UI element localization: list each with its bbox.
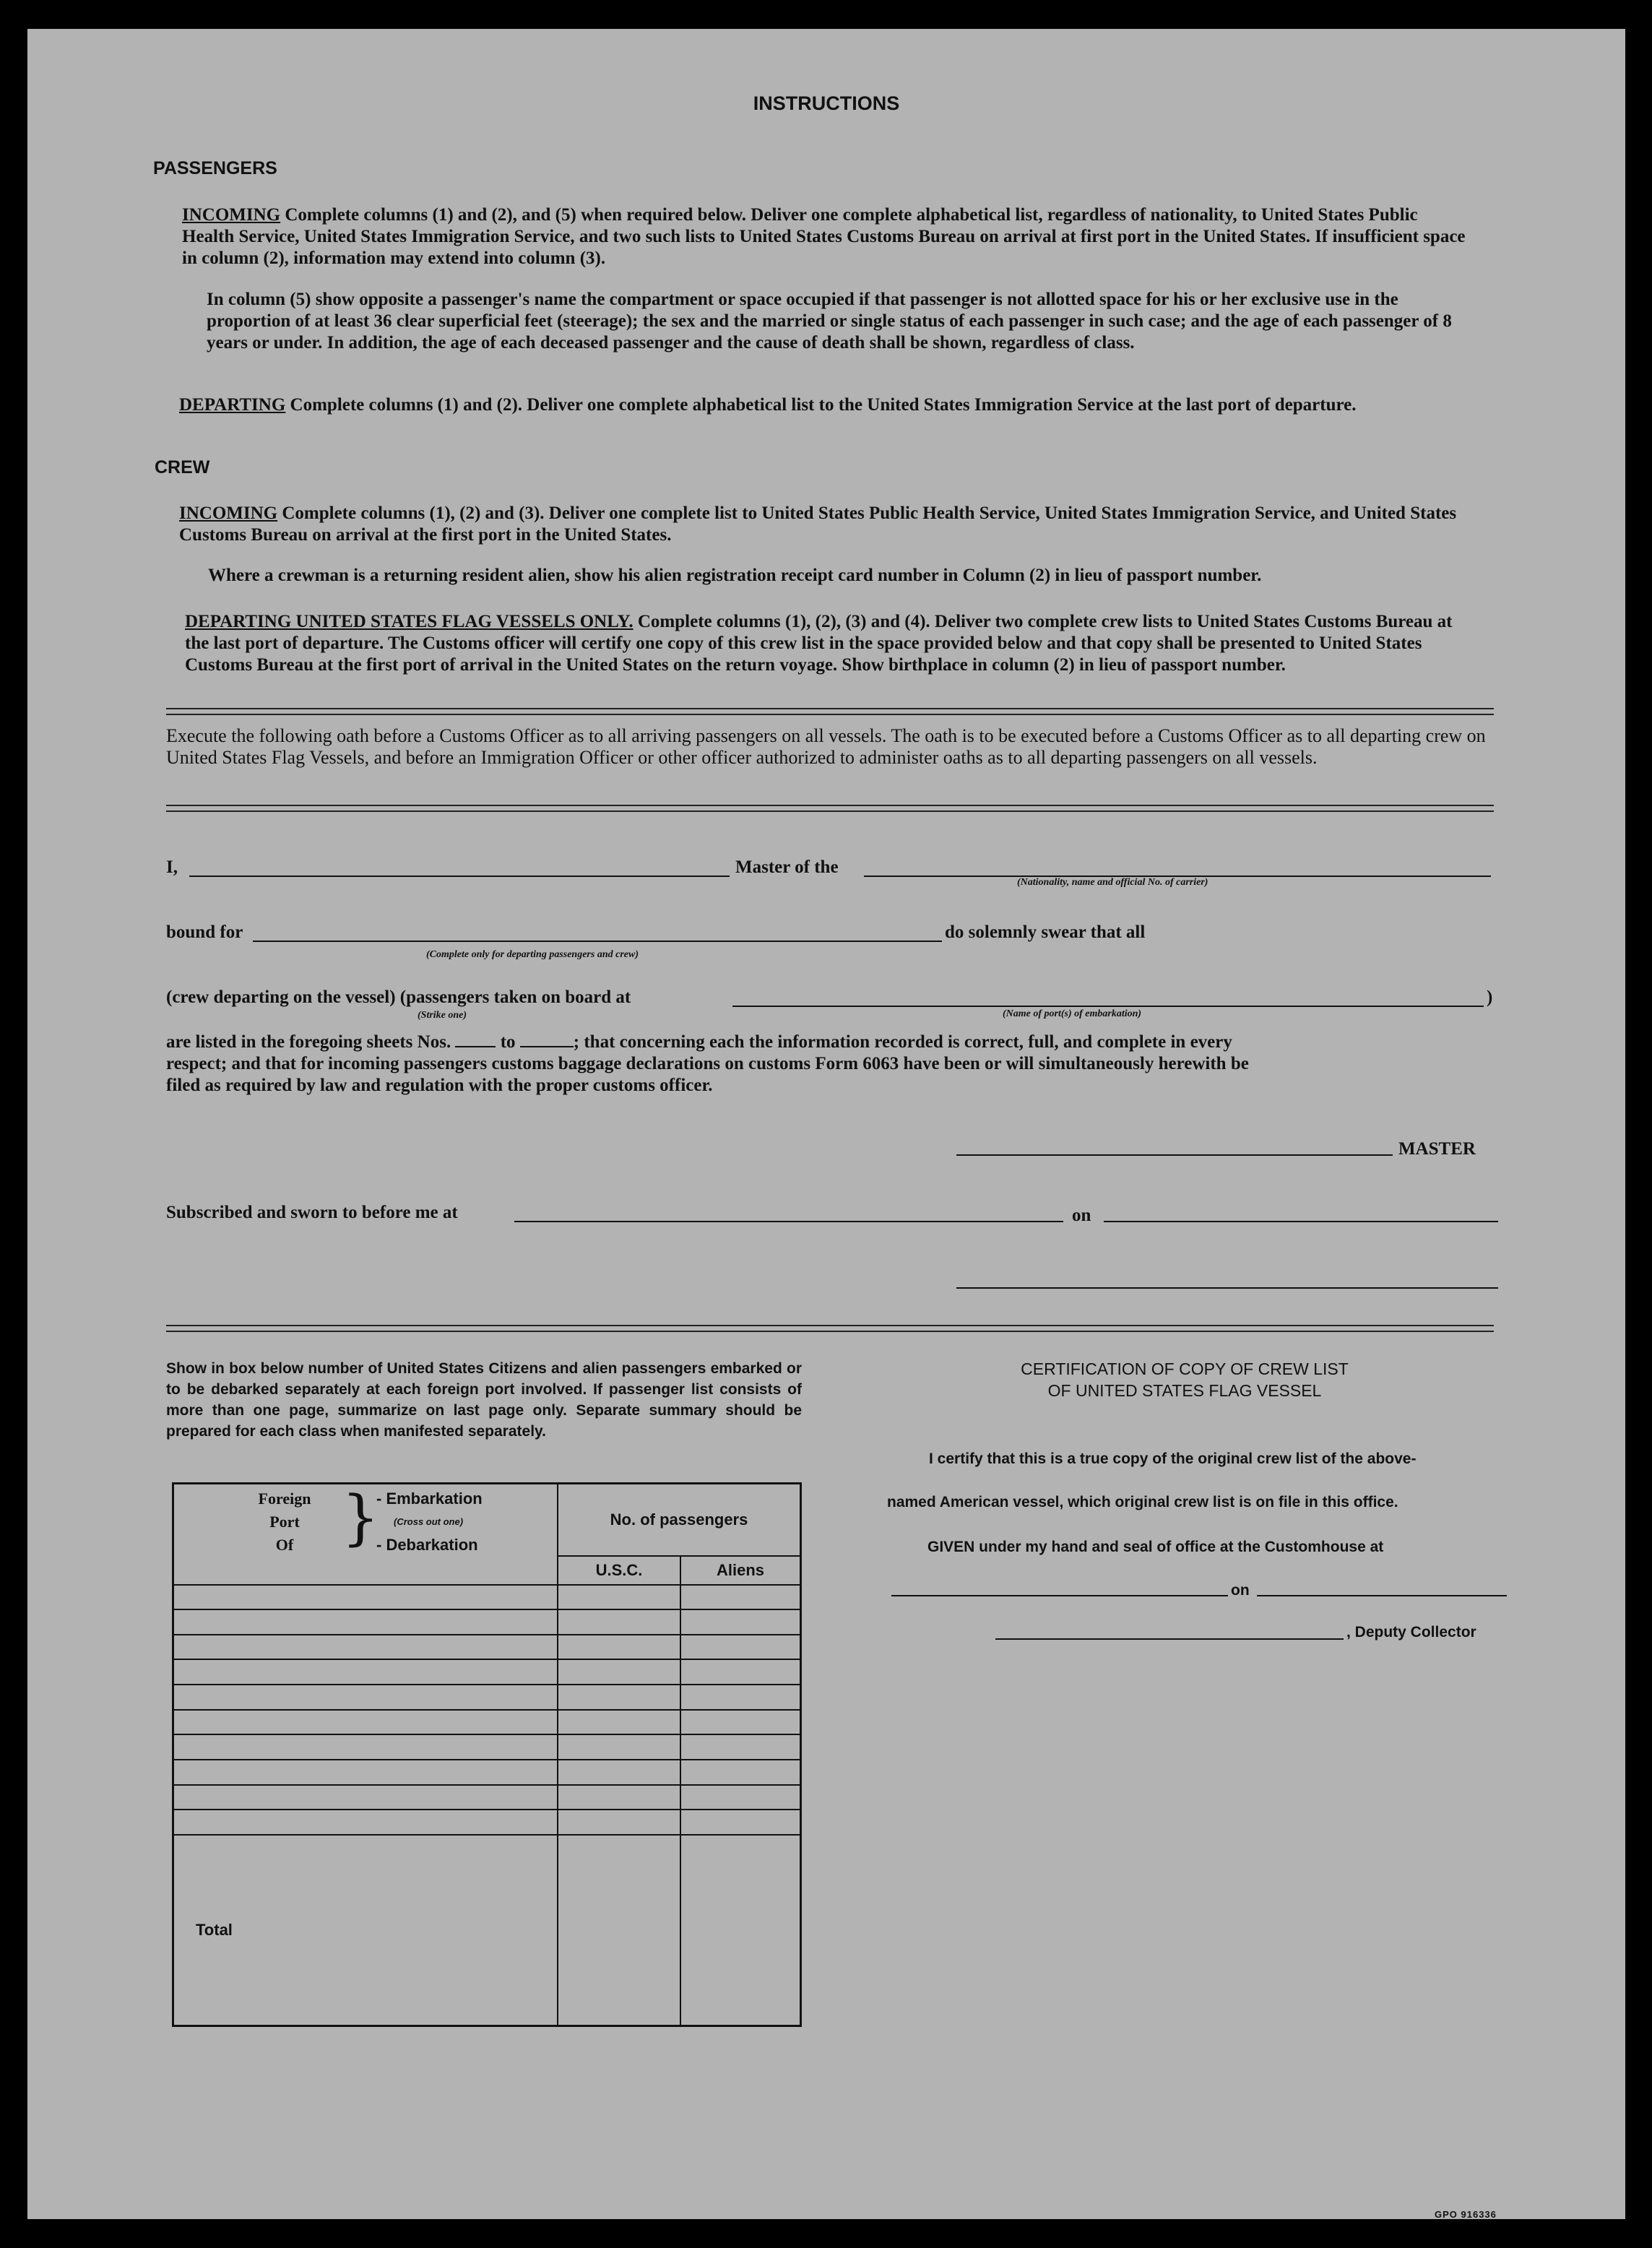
crew-heading: CREW xyxy=(155,457,210,477)
aliens-cell[interactable] xyxy=(680,1635,801,1660)
cert-on-label: on xyxy=(1231,1582,1250,1599)
usc-cell[interactable] xyxy=(558,1710,680,1735)
table-row xyxy=(173,1659,801,1685)
aliens-cell[interactable] xyxy=(680,1710,801,1735)
table-row xyxy=(173,1785,801,1810)
passengers-departing-block xyxy=(179,394,1468,416)
aliens-cell[interactable] xyxy=(680,1659,801,1685)
listed-line-1 xyxy=(166,1032,1495,1053)
bound-for-hint: (Complete only for departing passengers and crew) xyxy=(426,949,639,960)
passengers-incoming-block xyxy=(182,204,1468,269)
usc-cell[interactable] xyxy=(558,1810,680,1835)
table-row xyxy=(173,1635,801,1660)
header-cross: (Cross out one) xyxy=(394,1516,464,1527)
sheet-to-field[interactable] xyxy=(520,1046,574,1047)
sheet-from-field[interactable] xyxy=(455,1046,496,1047)
total-row xyxy=(173,1835,801,2026)
passengers-heading: PASSENGERS xyxy=(153,158,277,178)
table-row xyxy=(173,1810,801,1835)
oath-i-label: I, xyxy=(166,857,178,877)
port-cell[interactable] xyxy=(173,1659,558,1685)
passengers-incoming-text: Complete columns (1) and (2), and (5) when required below. Deliver one complete alphabetical list, regardless of nationality, to United States Public Health Service, United States Immigration Service, and two such lists to United States Customs Bureau on arrival at first port in the United States. If insufficient space in column (2), information may extend into column (3). xyxy=(182,205,1466,268)
oath-instructions: Execute the following oath before a Customs Officer as to all arriving passengers on all vessels. The oath is to be executed before a Customs Officer as to all departing crew on United States Flag Vessels, and before an Immigration Officer or other officer authorized to administer oaths as to all departing passengers on all vessels. xyxy=(166,725,1486,768)
table-header-row xyxy=(173,1484,801,1556)
foreign-port-header xyxy=(173,1484,558,1585)
brace-icon: } xyxy=(342,1484,380,1552)
total-label: Total xyxy=(173,1835,558,2026)
cert-date-field[interactable] xyxy=(1257,1595,1507,1596)
aliens-cell[interactable] xyxy=(680,1734,801,1760)
header-foreign: Foreign xyxy=(258,1490,311,1508)
port-cell[interactable] xyxy=(173,1609,558,1635)
usc-cell[interactable] xyxy=(558,1609,680,1635)
summary-instructions: Show in box below number of United States Citizens and alien passengers embarked or to be debarked separately at each foreign port involved. If passenger list consists of more than one page, summarize on last page only. Separate summary should be prepared for each class when manifested separately. xyxy=(166,1360,802,1440)
crew-incoming-block xyxy=(179,503,1468,546)
port-cell[interactable] xyxy=(173,1685,558,1710)
subscribed-date-field[interactable] xyxy=(1104,1221,1498,1222)
aliens-cell[interactable] xyxy=(680,1609,801,1635)
port-cell[interactable] xyxy=(173,1760,558,1785)
table-row xyxy=(173,1760,801,1785)
close-paren: ) xyxy=(1487,987,1493,1007)
passengers-departing-label: DEPARTING xyxy=(179,395,286,415)
aliens-header: Aliens xyxy=(680,1556,801,1585)
port-cell[interactable] xyxy=(173,1585,558,1610)
strike-one-hint: (Strike one) xyxy=(418,1010,467,1021)
divider-2 xyxy=(166,805,1494,812)
usc-cell[interactable] xyxy=(558,1585,680,1610)
port-cell[interactable] xyxy=(173,1810,558,1835)
footer-code: GPO 916336 xyxy=(1435,2209,1497,2220)
subscribed-label: Subscribed and sworn to before me at xyxy=(166,1203,458,1222)
aliens-cell[interactable] xyxy=(680,1685,801,1710)
usc-cell[interactable] xyxy=(558,1685,680,1710)
listed-d: filed as required by law and regulation with the proper customs officer. xyxy=(166,1076,713,1095)
aliens-cell[interactable] xyxy=(680,1760,801,1785)
usc-cell[interactable] xyxy=(558,1785,680,1810)
usc-cell[interactable] xyxy=(558,1635,680,1660)
bound-for-label: bound for xyxy=(166,922,243,942)
table-row xyxy=(173,1585,801,1610)
header-port: Port xyxy=(269,1513,300,1531)
crew-departing-label: DEPARTING UNITED STATES FLAG VESSELS ONLY. xyxy=(185,612,633,631)
listed-to: to xyxy=(500,1032,516,1052)
ports-hint: (Name of port(s) of embarkation) xyxy=(1003,1008,1142,1019)
aliens-cell[interactable] xyxy=(680,1585,801,1610)
header-debarkation: - Debarkation xyxy=(376,1536,478,1554)
passengers-header: No. of passengers xyxy=(558,1484,801,1556)
embarkation-port-field[interactable] xyxy=(732,1006,1484,1007)
crew-departing-text: Complete columns (1), (2), (3) and (4). Deliver two complete crew lists to United States Customs Bureau at the last port of departure. The Customs officer will certify one copy of this crew list in the space provided below and that copy shall be presented to United States Customs Bureau at the first port of arrival in the United States on the return voyage. Show birthplace in column (2) in lieu of passport number. xyxy=(185,612,1453,675)
carrier-hint: (Nationality, name and official No. of carrier) xyxy=(1017,877,1208,888)
deputy-collector-label: , Deputy Collector xyxy=(1346,1624,1476,1640)
cert-line-2: named American vessel, which original crew list is on file in this office. xyxy=(887,1494,1398,1510)
swear-label: do solemnly swear that all xyxy=(945,922,1146,942)
total-usc-cell[interactable] xyxy=(558,1835,680,2026)
aliens-cell[interactable] xyxy=(680,1785,801,1810)
cert-title-2: OF UNITED STATES FLAG VESSEL xyxy=(1047,1381,1322,1400)
crew-departing-block xyxy=(185,611,1468,676)
master-signature-field[interactable] xyxy=(956,1154,1393,1156)
customhouse-field[interactable] xyxy=(891,1595,1228,1596)
listed-b: ; that concerning each the information recorded is correct, full, and complete in every xyxy=(573,1032,1232,1052)
port-cell[interactable] xyxy=(173,1785,558,1810)
table-row xyxy=(173,1685,801,1710)
master-name-field[interactable] xyxy=(189,876,730,877)
table-row xyxy=(173,1734,801,1760)
passengers-incoming-label: INCOMING xyxy=(182,205,281,225)
passengers-column5-text: In column (5) show opposite a passenger's name the compartment or space occupied if that passenger is not allotted space for his or her exclusive use in the proportion of at least 36 clear superficial feet (steerage); the sex and the married or single status of each passenger in such case; and the age of each passenger of 8 years or under. In addition, the age of each deceased passenger and the cause of death shall be shown, regardless of class. xyxy=(207,290,1452,353)
page-title: INSTRUCTIONS xyxy=(753,92,900,114)
port-cell[interactable] xyxy=(173,1710,558,1735)
cert-title-1: CERTIFICATION OF COPY OF CREW LIST xyxy=(1021,1359,1349,1378)
bound-for-field[interactable] xyxy=(253,941,942,942)
crew-incoming-text: Complete columns (1), (2) and (3). Deliver one complete list to United States Public Health Service, United States Immigration Service, and United States Customs Bureau on arrival at the first port in the United States. xyxy=(179,503,1457,545)
crew-resident-text: Where a crewman is a returning resident alien, show his alien registration receipt card number in Column (2) in lieu of passport number. xyxy=(208,566,1262,585)
officer-signature-field[interactable] xyxy=(956,1287,1498,1289)
divider-1 xyxy=(166,708,1494,715)
deputy-signature-field[interactable] xyxy=(995,1638,1344,1640)
master-label: MASTER xyxy=(1398,1139,1476,1159)
subscribed-place-field[interactable] xyxy=(514,1221,1063,1222)
listed-a: are listed in the foregoing sheets Nos. xyxy=(166,1032,451,1052)
listed-c: respect; and that for incoming passengers customs baggage declarations on customs Form 6063 have been or will simultaneously herewith be xyxy=(166,1054,1249,1073)
passengers-departing-text: Complete columns (1) and (2). Deliver one complete alphabetical list to the United States Immigration Service at the last port of departure. xyxy=(290,395,1357,415)
table-row xyxy=(173,1710,801,1735)
subscribed-on-label: on xyxy=(1072,1206,1091,1225)
usc-header: U.S.C. xyxy=(558,1556,680,1585)
passenger-summary-table xyxy=(172,1482,802,2027)
certification-title xyxy=(888,1358,1481,1401)
master-of-the-label: Master of the xyxy=(735,857,839,877)
usc-cell[interactable] xyxy=(558,1734,680,1760)
total-aliens-cell[interactable] xyxy=(680,1835,801,2026)
aliens-cell[interactable] xyxy=(680,1810,801,1835)
header-of: Of xyxy=(275,1536,294,1554)
crew-incoming-label: INCOMING xyxy=(179,503,278,523)
port-cell[interactable] xyxy=(173,1635,558,1660)
table-row xyxy=(173,1609,801,1635)
usc-cell[interactable] xyxy=(558,1659,680,1685)
usc-cell[interactable] xyxy=(558,1760,680,1785)
header-embarkation: - Embarkation xyxy=(376,1490,483,1508)
divider-3 xyxy=(166,1325,1494,1332)
port-cell[interactable] xyxy=(173,1734,558,1760)
crew-passengers-label: (crew departing on the vessel) (passengers taken on board at xyxy=(166,987,631,1007)
cert-line-3: GIVEN under my hand and seal of office at the Customhouse at xyxy=(927,1539,1384,1555)
cert-line-1: I certify that this is a true copy of the original crew list of the above- xyxy=(929,1451,1417,1467)
